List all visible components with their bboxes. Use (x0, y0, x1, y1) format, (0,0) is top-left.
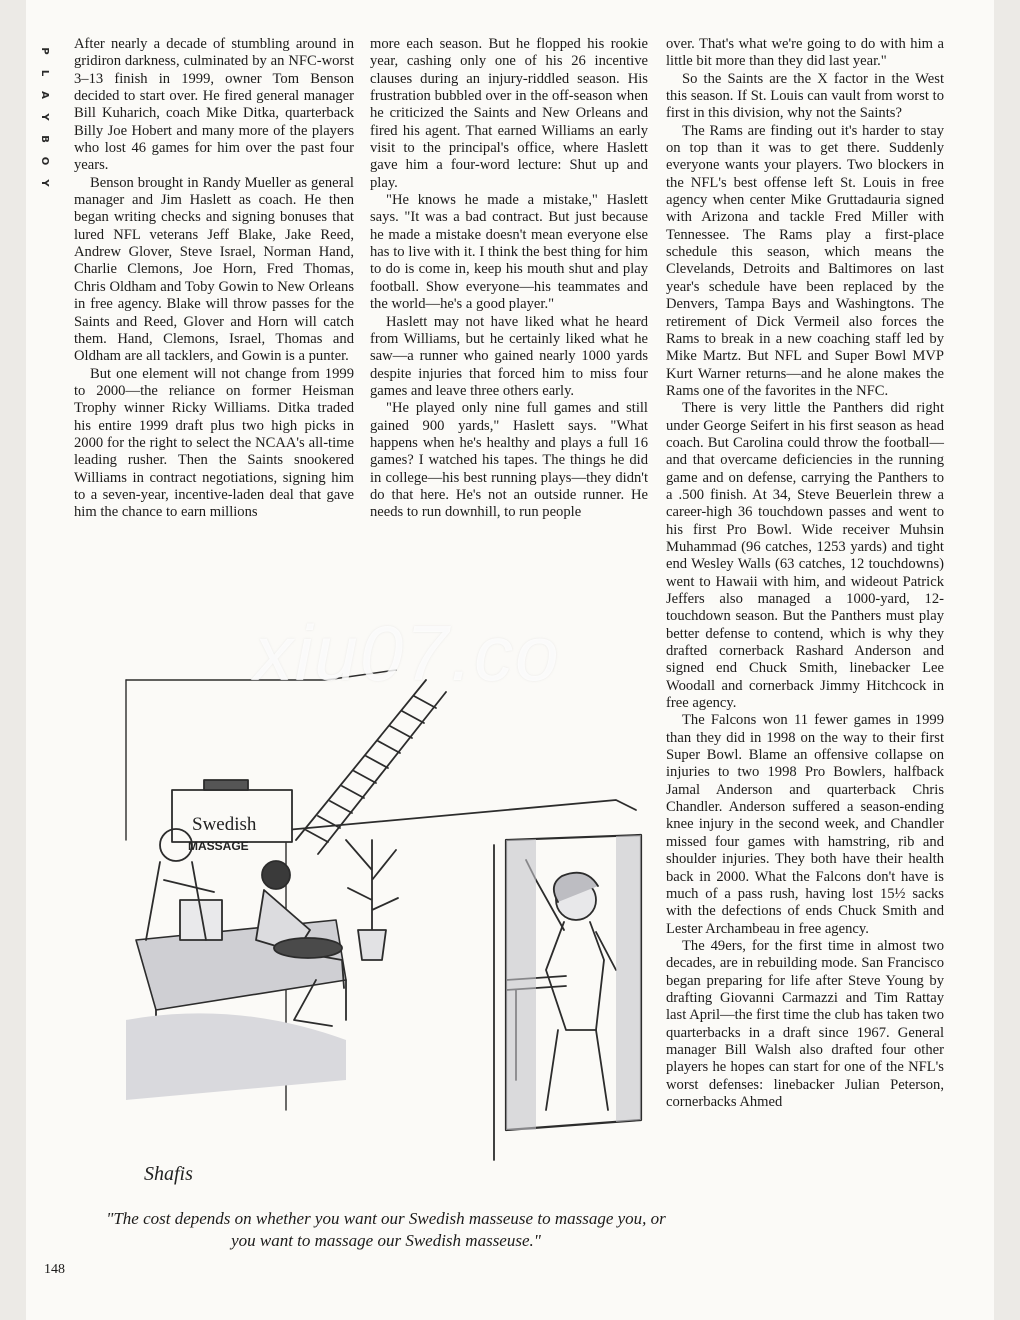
paragraph: "He knows he made a mistake," Haslett says. "It was a bad contract. But just because he made a mistake doesn't mean everyone else has to live with it. I think the best thing for him to do is come in, keep his mouth shut and play football. Show everyone—his teammates and the world—he's a good player." (370, 192, 648, 313)
paragraph: over. That's what we're going to do with him a little bit more than they did last year." (666, 36, 944, 70)
paragraph: The Rams are finding out it's harder to stay on top than it was to get there. Suddenly everyone wants your players. Two blockers in the NFL's best offense left St. Louis in free agency when center Mike Gruttadauria signed with Arizona and tackle Fred Miller with Tennessee. The Rams play a first-place schedule this season, which means the Clevelands, Detroits and Baltimores on last year's schedule have been replaced by the Denvers, Tampa Bays and Washingtons. The retirement of Dick Vermeil also forces the Rams to break in a new coaching staff led by Mike Martz. But NFL and Super Bowl MVP Kurt Warner returns—and he alone makes the Rams one of the favorites in the NFC. (666, 122, 944, 399)
paragraph: So the Saints are the X factor in the West this season. If St. Louis can vault from worst to first in this division, why not the Saints? (666, 70, 944, 122)
sign-swedish: Swedish (192, 814, 257, 835)
masthead-letter: Y (39, 113, 50, 121)
paragraph: The 49ers, for the first time in almost two decades, are in rebuilding mode. San Francisco began preparing for life after Steve Young by drafting Giovanni Carmazzi and Tim Rattay last April—the first time the club has taken two quarterbacks in a draft since 1967. General manager Bill Walsh also drafted four other players he hopes can start for one of the NFL's worst defenses: linebacker Julian Peterson, cornerbacks Ahmed (666, 937, 944, 1110)
article-column-1 (74, 36, 354, 522)
cartoon-caption: "The cost depends on whether you want our Swedish masseuse to massage you, or you want to massage our Swedish masseuse." (106, 1209, 666, 1250)
article-column-2 (370, 36, 648, 522)
masthead-vertical (36, 40, 52, 194)
paragraph: more each season. But he flopped his rookie year, cashing only one of his 26 incentive clauses during an injury-riddled season. His frustration bubbled over in the off-season when he criticized the Saints and New Orleans and fired his agent. That earned Williams an early visit to the principal's office, where Haslett gave him a four-word lecture: Shut up and play. (370, 36, 648, 191)
cartoon-illustration (96, 640, 656, 1200)
paragraph: After nearly a decade of stumbling around in gridiron darkness, culminated by an NFC-worst 3–13 finish in 1999, owner Tom Benson decided to start over. He fired general manager Bill Kuharich, coach Mike Ditka, quarterback Billy Joe Hobert and many more of the players who lost 46 games for him over the past four years. (74, 36, 354, 174)
paragraph: Haslett may not have liked what he heard from Williams, but he certainly liked what he saw—a runner who gained nearly 1000 yards despite injuries that forced him to miss four games and leave three others early. (370, 313, 648, 399)
masthead-letter: Y (39, 179, 50, 187)
paragraph: But one element will not change from 1999 to 2000—the reliance on former Heisman Trophy winner Ricky Williams. Ditka traded his entire 1999 draft plus two high picks in 2000 for the right to select the NCAA's all-time leading rusher. Then the Saints snookered Williams in contract negotiations, signing him to a seven-year, incentive-laden deal that gave him the chance to earn millions (74, 365, 354, 521)
page-number: 148 (44, 1262, 65, 1277)
sign-massage: MASSAGE (188, 839, 249, 853)
paragraph: Benson brought in Randy Mueller as general manager and Jim Haslett as coach. He then began writing checks and signing bonuses that lured NFL veterans Jeff Blake, Jake Reed, Andrew Glover, Steve Israel, Norman Hand, Charlie Clemons, Joe Horn, Fred Thomas, Chris Oldham and Toby Gowin to New Orleans in free agency. Blake will throw passes for the Saints and Reed, Glover and Horn will catch them. Hand, Clemons, Israel, Thomas and Oldham are all tacklers, and Gowin is a punter. (74, 174, 354, 365)
paragraph: There is very little the Panthers did right under George Seifert in his first season as head coach. But Carolina could throw the football—and that overcame deficiencies in the running game and on defense, carrying the Panthers to a .500 finish. At 34, Steve Beuerlein threw a career-high 36 touchdown passes and went to his first Pro Bowl. Wide receiver Muhsin Muhammad (96 catches, 1253 yards) and tight end Wesley Walls (63 catches, 12 touchdowns) went to Hawaii with him, and wideout Patrick Jeffers also managed a 1000-yard, 12-touchdown season. But the Panthers must play better defense to contend, which is why they drafted cornerback Rashard Anderson and signed end Chuck Smith, linebacker Lee Woodall and cornerback Jimmy Hitchcock in free agency. (666, 400, 944, 712)
paragraph: "He played only nine full games and still gained 900 yards," Haslett says. "What happens when he's healthy and plays a full 16 games? I watched his tapes. The things he did in college—his best running plays—they didn't do that here. He's not an outside runner. He needs to run downhill, to run people (370, 400, 648, 521)
masthead-letter: P (39, 47, 50, 55)
masthead-letter: B (39, 135, 50, 143)
watermark: xiu07.co (254, 609, 561, 697)
masthead-letter: O (39, 156, 50, 166)
paragraph: The Falcons won 11 fewer games in 1999 than they did in 1998 on the way to their first Super Bowl. Blame an offensive collapse on injuries to two 1998 Pro Bowlers, halfback Jamal Anderson and quarterback Chris Chandler. Anderson suffered a season-ending knee injury in the second week, and Chandler missed four games with hamstring, rib and shoulder injuries. They both have their health back in 2000. What the Falcons don't have is much of a pass rush, having lost 15½ sacks with the defections of ends Chuck Smith and Lester Archambeau in free agency. (666, 712, 944, 937)
masthead-letter: A (39, 91, 50, 99)
article-column-3 (666, 36, 944, 1111)
magazine-page (26, 0, 994, 1320)
masthead-letter: L (39, 69, 50, 77)
artist-signature: Shafis (144, 1163, 193, 1185)
